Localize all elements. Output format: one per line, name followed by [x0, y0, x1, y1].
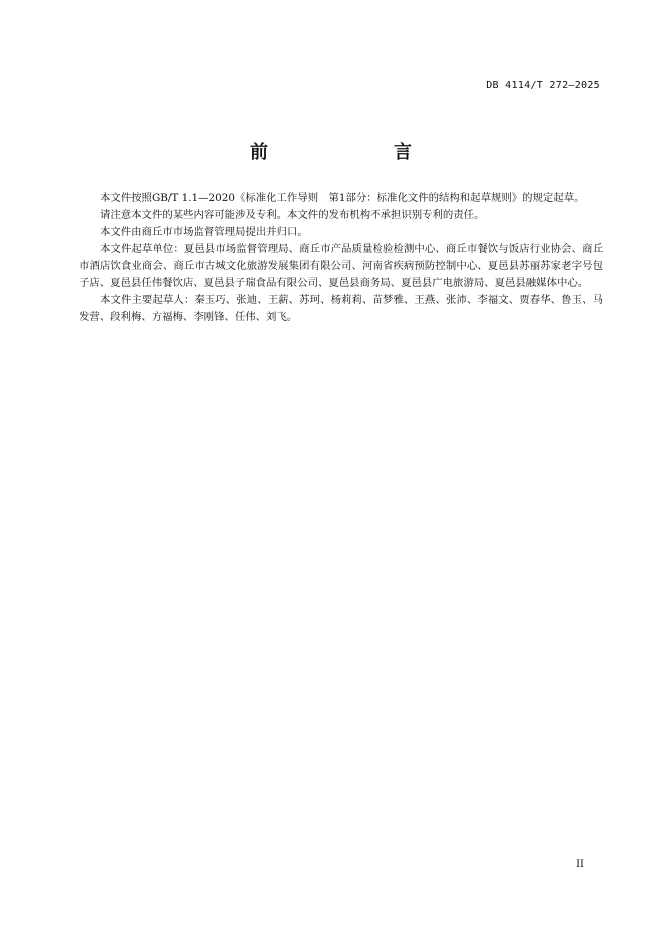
- paragraph-patent-notice: 请注意本文件的某些内容可能涉及专利。本文件的发布机构不承担识别专利的责任。: [100, 209, 485, 221]
- standard-code: DB 4114/T 272—2025: [486, 80, 600, 91]
- page-title: 前 言: [250, 142, 442, 163]
- paragraph-main-drafters: 本文件主要起草人：秦玉巧、张迪、王薪、苏珂、杨莉莉、苗梦雅、王燕、张沛、李福文、贾春华、鲁玉、马发营、段利梅、方福梅、李刚锋、任伟、刘飞。: [79, 294, 603, 323]
- page-number: II: [576, 859, 584, 870]
- paragraph-proposer: 本文件由商丘市市场监督管理局提出并归口。: [100, 226, 308, 238]
- paragraph-drafting-rules: 本文件按照GB/T 1.1—2020《标准化工作导则 第1部分：标准化文件的结构和起草规则》的规定起草。: [100, 192, 585, 204]
- document-body: [79, 190, 603, 326]
- paragraph-drafting-units: 本文件起草单位：夏邑县市场监督管理局、商丘市产品质量检验检测中心、商丘市餐饮与饭店行业协会、商丘市酒店饮食业商会、商丘市古城文化旅游发展集团有限公司、河南省疾病预防控制中心、夏邑县苏丽苏家老字号包子店、夏邑县任伟餐饮店、夏邑县子瑞食品有限公司、夏邑县商务局、夏邑县广电旅游局、夏邑县融媒体中心。: [79, 243, 603, 289]
